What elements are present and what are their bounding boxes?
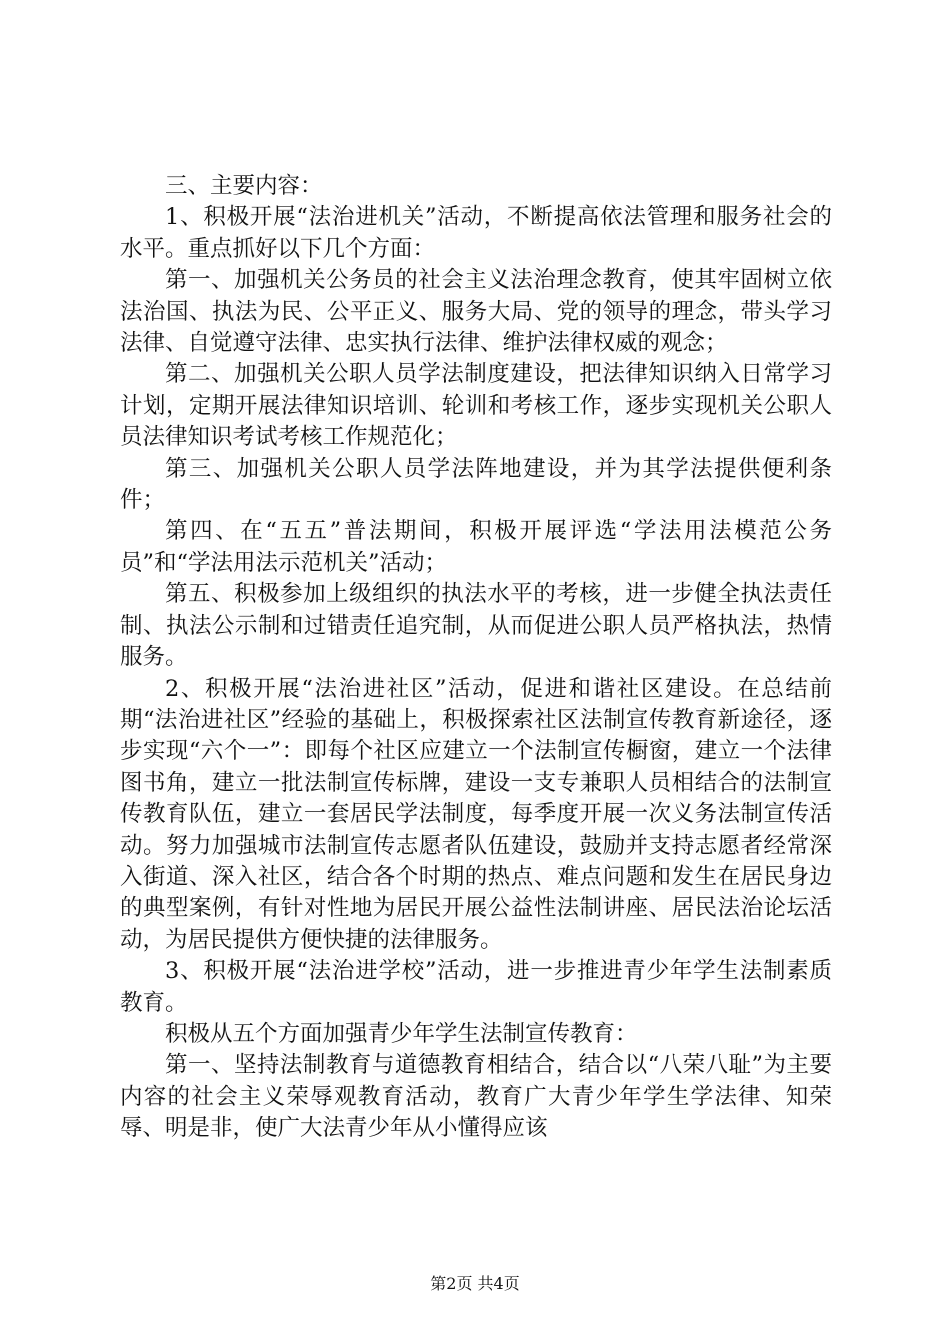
paragraph-point-2: 第二、加强机关公职人员学法制度建设，把法律知识纳入日常学习计划，定期开展法律知识培训、轮训和考核工作，逐步实现机关公职人员法律知识考试考核工作规范化； [120, 361, 832, 451]
paragraph-item-2: 2、积极开展“法治进社区”活动，促进和谐社区建设。在总结前期“法治进社区”经验的基础上，积极探索社区法制宣传教育新途径，逐步实现“六个一”：即每个社区应建立一个法制宣传橱窗，建立一个法律图书角，建立一批法制宣传标牌，建设一支专兼职人员相结合的法制宣传教育队伍，建立一套居民学法制度，每季度开展一次义务法制宣传活动。努力加强城市法制宣传志愿者队伍建设，鼓励并支持志愿者经常深入街道、深入社区，结合各个时期的热点、难点问题和发生在居民身边的典型案例，有针对性地为居民开展公益性法制讲座、居民法治论坛活动，为居民提供方便快捷的法律服务。 [120, 675, 832, 953]
paragraph-item-1: 1、积极开展“法治进机关”活动，不断提高依法管理和服务社会的水平。重点抓好以下几个方面： [120, 204, 832, 262]
document-body [120, 171, 832, 1145]
paragraph-item-3: 3、积极开展“法治进学校”活动，进一步推进青少年学生法制素质教育。 [120, 958, 832, 1016]
paragraph-intro: 积极从五个方面加强青少年学生法制宣传教育： [165, 1020, 638, 1047]
paragraph-point-4: 第四、在“五五”普法期间，积极开展评选“学法用法模范公务员”和“学法用法示范机关”活动； [120, 518, 832, 576]
paragraph-point-3: 第三、加强机关公职人员学法阵地建设，并为其学法提供便利条件； [120, 455, 832, 514]
paragraph-point-5: 第五、积极参加上级组织的执法水平的考核，进一步健全执法责任制、执法公示制和过错责任追究制，从而促进公职人员严格执法，热情服务。 [120, 581, 832, 671]
section-heading: 三、主要内容： [165, 173, 323, 199]
paragraph-point-1: 第一、加强机关公务员的社会主义法治理念教育，使其牢固树立依法治国、执法为民、公平正义、服务大局、党的领导的理念，带头学习法律、自觉遵守法律、忠实执行法律、维护法律权威的观念； [120, 267, 832, 357]
page-number-footer: 第2页 共4页 [430, 1274, 520, 1293]
paragraph-school-point-1: 第一、坚持法制教育与道德教育相结合，结合以“八荣八耻”为主要内容的社会主义荣辱观教育活动，教育广大青少年学生学法律、知荣辱、明是非，使广大法青少年从小懂得应该 [120, 1052, 832, 1142]
